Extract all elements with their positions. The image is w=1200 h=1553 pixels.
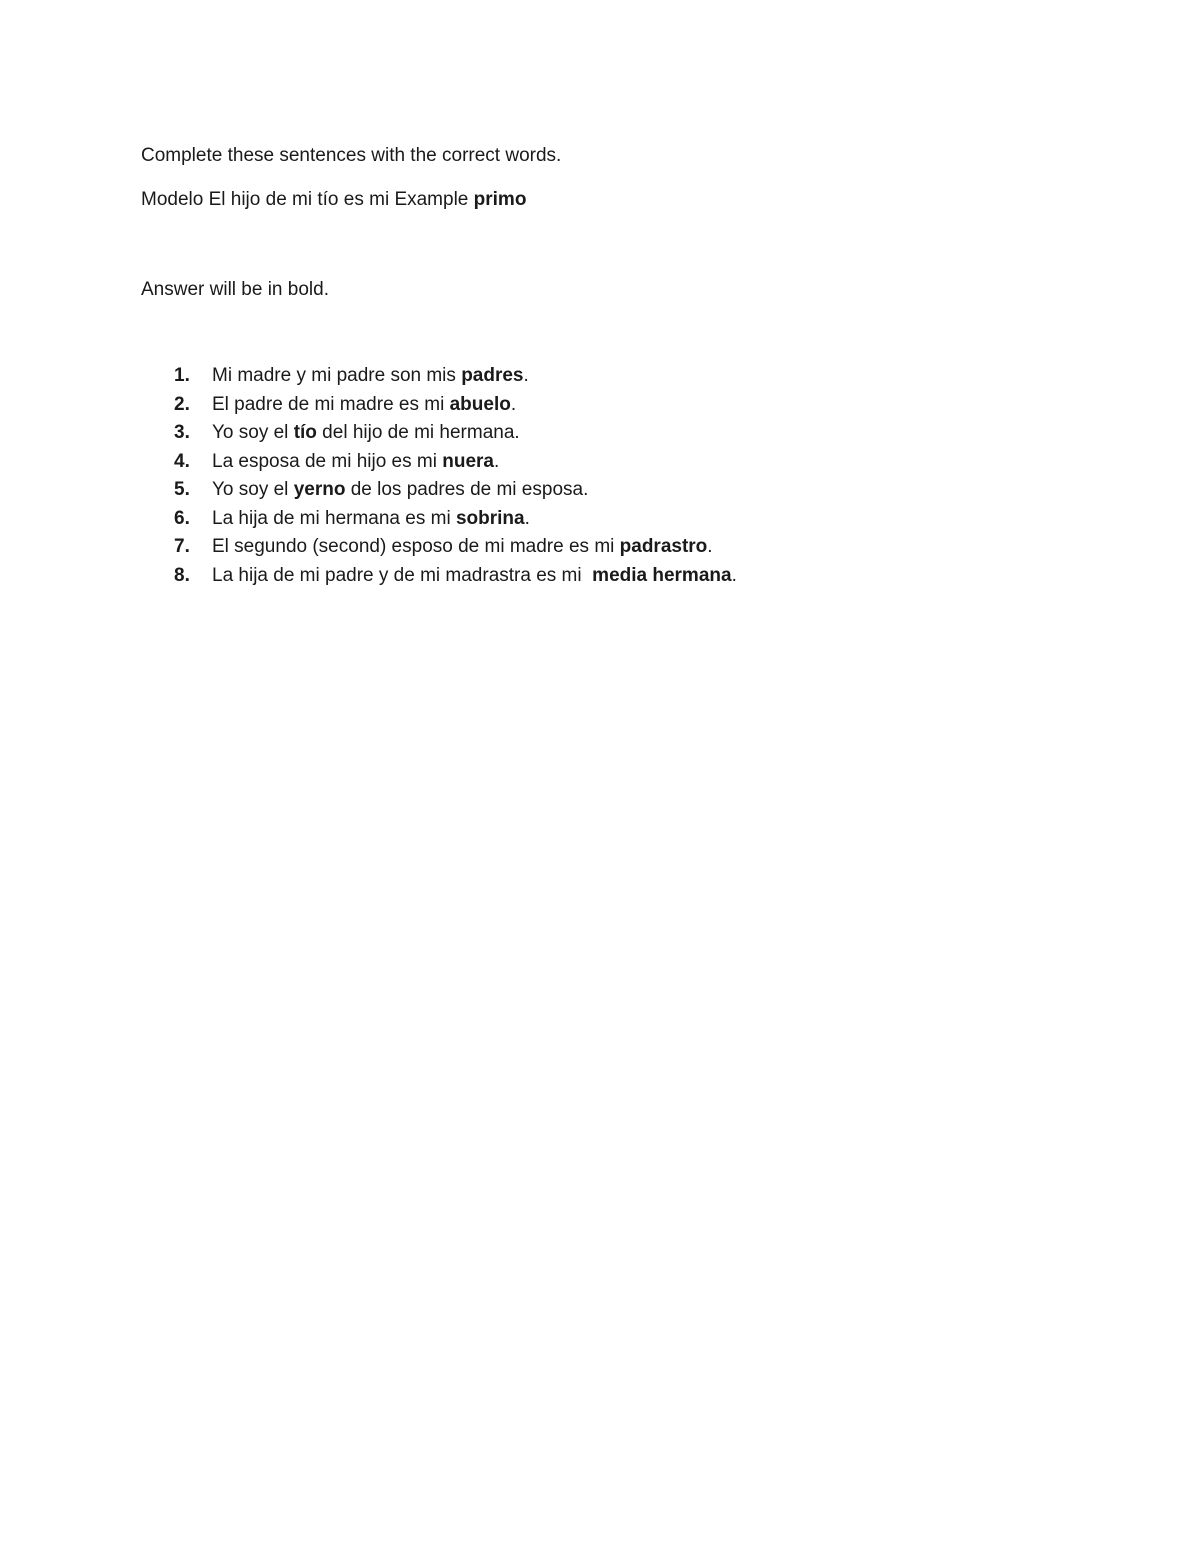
bold-answer: sobrina bbox=[455, 507, 525, 529]
item-number: 6. bbox=[174, 507, 190, 529]
item-number: 4. bbox=[174, 450, 190, 472]
bold-answer: nuera bbox=[442, 450, 494, 472]
instruction-text: Complete these sentences with the correct words. bbox=[141, 145, 562, 166]
sentence-text: . bbox=[523, 365, 529, 386]
item-sentence bbox=[212, 535, 713, 559]
item-number: 3. bbox=[174, 422, 190, 443]
sentence-text: . bbox=[493, 450, 500, 472]
item-sentence bbox=[212, 478, 588, 502]
sentence-text: del hijo de mi hermana. bbox=[316, 422, 520, 443]
answer-note: Answer will be in bold. bbox=[141, 279, 329, 300]
sentence-text: . bbox=[524, 507, 530, 529]
sentence-text: . bbox=[510, 393, 517, 415]
bold-answer: yerno bbox=[293, 479, 346, 500]
item-number: 2. bbox=[174, 393, 190, 415]
sentence-text: Yo soy el bbox=[212, 422, 294, 443]
sentence-text: de los padres de mi esposa. bbox=[345, 479, 589, 500]
sentence-text: El padre de mi madre es mi bbox=[212, 393, 450, 415]
bold-answer: media hermana bbox=[592, 564, 732, 586]
sentence-text: Yo soy el bbox=[212, 479, 294, 500]
item-number: 8. bbox=[174, 564, 190, 586]
item-sentence bbox=[212, 421, 520, 445]
item-number: 1. bbox=[174, 365, 190, 386]
bold-answer: tío bbox=[293, 422, 317, 443]
sentence-text: El segundo (second) esposo de mi madre es mi bbox=[212, 536, 620, 557]
bold-answer: padrastro bbox=[619, 536, 708, 557]
modelo-text: Modelo El hijo de mi tío es mi Example bbox=[141, 189, 474, 210]
sentence-text: . bbox=[731, 564, 737, 586]
item-sentence bbox=[212, 507, 530, 531]
bold-answer: abuelo bbox=[449, 393, 511, 415]
item-number: 7. bbox=[174, 536, 190, 557]
item-sentence bbox=[212, 564, 737, 588]
item-sentence bbox=[212, 450, 499, 474]
bold-answer: padres bbox=[461, 365, 524, 386]
modelo-answer: primo bbox=[473, 189, 527, 210]
sentence-text: La hija de mi padre y de mi madrastra es mi bbox=[212, 564, 593, 586]
sentence-text: Mi madre y mi padre son mis bbox=[212, 365, 462, 386]
item-sentence bbox=[212, 393, 516, 417]
modelo-example bbox=[141, 188, 526, 212]
item-number: 5. bbox=[174, 479, 190, 500]
sentence-text: La esposa de mi hijo es mi bbox=[212, 450, 443, 472]
item-sentence bbox=[212, 364, 529, 388]
sentence-text: La hija de mi hermana es mi bbox=[212, 507, 456, 529]
sentence-text: . bbox=[707, 536, 713, 557]
